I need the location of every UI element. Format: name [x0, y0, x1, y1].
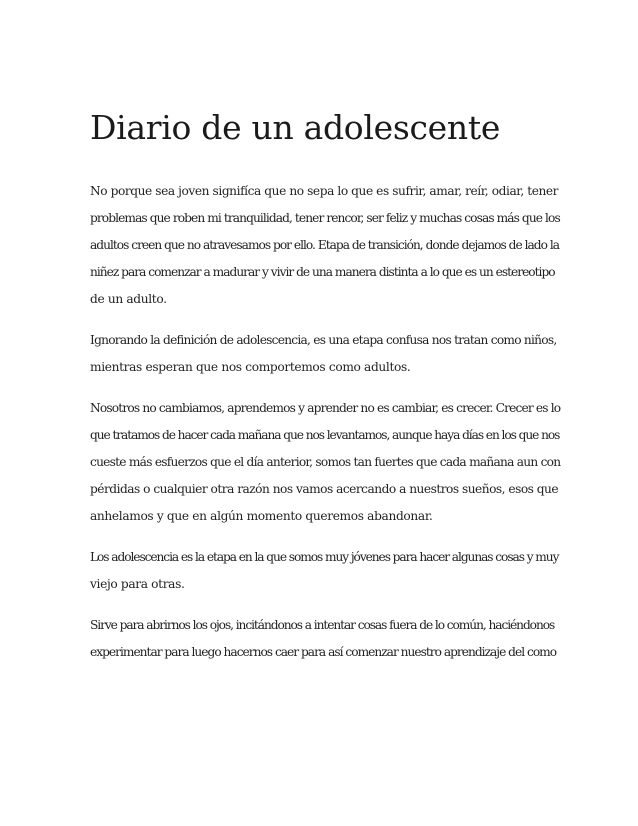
text-line: mientras esperan que nos comportemos como adultos. — [90, 360, 411, 374]
text-line: Los adolescencia es la etapa en la que somos muy jóvenes para hacer algunas cosas y muy — [90, 550, 559, 564]
text-line: Sirve para abrirnos los ojos, incitándonos a intentar cosas fuera de lo común, haciéndonos — [90, 618, 555, 632]
text-line: viejo para otras. — [90, 577, 185, 591]
paragraph-2 — [90, 327, 557, 381]
text-line: que tratamos de hacer cada mañana que nos levantamos, aunque haya días en los que nos — [90, 428, 560, 442]
text-line: cueste más esfuerzos que el día anterior, somos tan fuertes que cada mañana aun con — [90, 455, 561, 469]
paragraph-1 — [90, 178, 560, 313]
text-line: anhelamos y que en algún momento queremos abandonar. — [90, 509, 433, 523]
paragraph-4 — [90, 544, 559, 598]
paragraph-3 — [90, 395, 561, 530]
text-line: Nosotros no cambiamos, aprendemos y aprender no es cambiar, es crecer. Crecer es lo — [90, 401, 561, 415]
text-line: niñez para comenzar a madurar y vivir de una manera distinta a lo que es un estereotipo — [90, 265, 555, 279]
text-line: No porque sea joven signifíca que no sepa lo que es sufrir, amar, reír, odiar, tener — [90, 184, 559, 198]
document-body — [90, 178, 561, 680]
text-line: Ignorando la definición de adolescencia, es una etapa confusa nos tratan como niños, — [90, 333, 557, 347]
text-line: adultos creen que no atravesamos por ello. Etapa de transición, donde dejamos de lado la — [90, 238, 560, 252]
paragraph-5 — [90, 612, 557, 666]
document-title: Diario de un adolescente — [90, 108, 501, 147]
text-line: pérdidas o cualquier otra razón nos vamos acercando a nuestros sueños, esos que — [90, 482, 559, 496]
text-line: de un adulto. — [90, 292, 167, 306]
text-line: experimentar para luego hacernos caer para así comenzar nuestro aprendizaje del como — [90, 645, 557, 659]
text-line: problemas que roben mi tranquilidad, tener rencor, ser feliz y muchas cosas más que los — [90, 211, 560, 225]
